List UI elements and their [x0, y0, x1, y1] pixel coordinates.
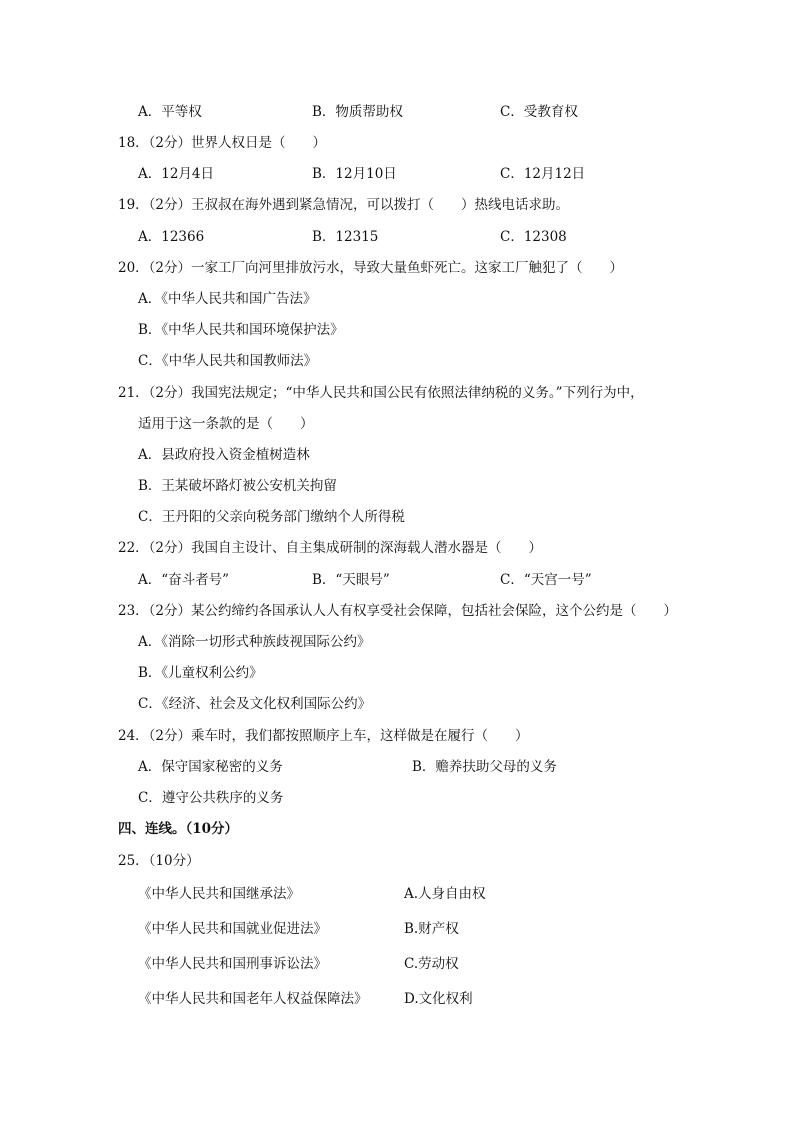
q20-option-c: C．《中华人民共和国教师法》	[138, 353, 318, 369]
section-4-title: 四、连线。（10分）	[118, 821, 239, 837]
q23-option-b: B．《儿童权利公约》	[138, 665, 263, 681]
q24-stem: 24．（2分）乘车时，我们都按照顺序上车，这样做是在履行（ ）	[118, 728, 529, 744]
q25-right-item-d: D.文化权利	[404, 991, 473, 1007]
q22-option-b: B．“天眼号”	[312, 572, 390, 588]
q25-stem: 25．（10分）	[118, 853, 200, 869]
q17-option-b: B．物质帮助权	[312, 104, 403, 120]
q24-option-b: B．赡养扶助父母的义务	[412, 759, 557, 775]
q25-right-item-a: A.人身自由权	[404, 886, 486, 902]
q25-left-item-1: 《中华人民共和国继承法》	[138, 886, 300, 902]
q19-option-a: A．12366	[138, 229, 205, 245]
q19-option-c: C．12308	[500, 229, 567, 245]
q24-option-a: A．保守国家秘密的义务	[138, 759, 283, 775]
q25-right-item-c: C.劳动权	[404, 956, 459, 972]
q23-option-c: C．《经济、社会及文化权利国际公约》	[138, 696, 372, 712]
q19-stem: 19．（2分）王叔叔在海外遇到紧急情况，可以拨打（ ）热线电话求助。	[118, 197, 570, 213]
q21-stem-line2: 适用于这一条款的是（ ）	[138, 416, 314, 432]
q24-option-c: C．遵守公共秩序的义务	[138, 790, 284, 806]
q20-option-a: A．《中华人民共和国广告法》	[138, 291, 317, 307]
q19-option-b: B．12315	[312, 229, 379, 245]
q18-stem: 18．（2分）世界人权日是（ ）	[118, 135, 327, 151]
q22-stem: 22．（2分）我国自主设计、自主集成研制的深海载人潜水器是（ ）	[118, 540, 543, 556]
q25-left-item-2: 《中华人民共和国就业促进法》	[138, 921, 327, 937]
q20-stem: 20．（2分）一家工厂向河里排放污水，导致大量鱼虾死亡。这家工厂触犯了（ ）	[118, 260, 624, 276]
q22-option-c: C．“天宫一号”	[500, 572, 592, 588]
q18-option-b: B．12月10日	[312, 166, 397, 182]
q21-option-c: C．王丹阳的父亲向税务部门缴纳个人所得税	[138, 509, 405, 525]
q21-stem-line1: 21．（2分）我国宪法规定；“中华人民共和国公民有依照法律纳税的义务。”下列行为中，	[118, 385, 644, 401]
q23-stem: 23．（2分）某公约缔约各国承认人人有权享受社会保障，包括社会保险，这个公约是（ ）	[118, 603, 678, 619]
q25-left-item-4: 《中华人民共和国老年人权益保障法》	[138, 991, 368, 1007]
q18-option-c: C．12月12日	[500, 166, 586, 182]
q22-option-a: A．“奋斗者号”	[138, 572, 230, 588]
q18-option-a: A．12月4日	[138, 166, 215, 182]
q23-option-a: A．《消除一切形式种族歧视国际公约》	[138, 634, 371, 650]
q21-option-a: A．县政府投入资金植树造林	[138, 447, 310, 463]
q17-option-a: A．平等权	[138, 104, 202, 120]
q20-option-b: B．《中华人民共和国环境保护法》	[138, 322, 344, 338]
q25-left-item-3: 《中华人民共和国刑事诉讼法》	[138, 956, 327, 972]
q17-option-c: C．受教育权	[500, 104, 578, 120]
q21-option-b: B．王某破坏路灯被公安机关拘留	[138, 478, 337, 494]
q25-right-item-b: B.财产权	[404, 921, 459, 937]
